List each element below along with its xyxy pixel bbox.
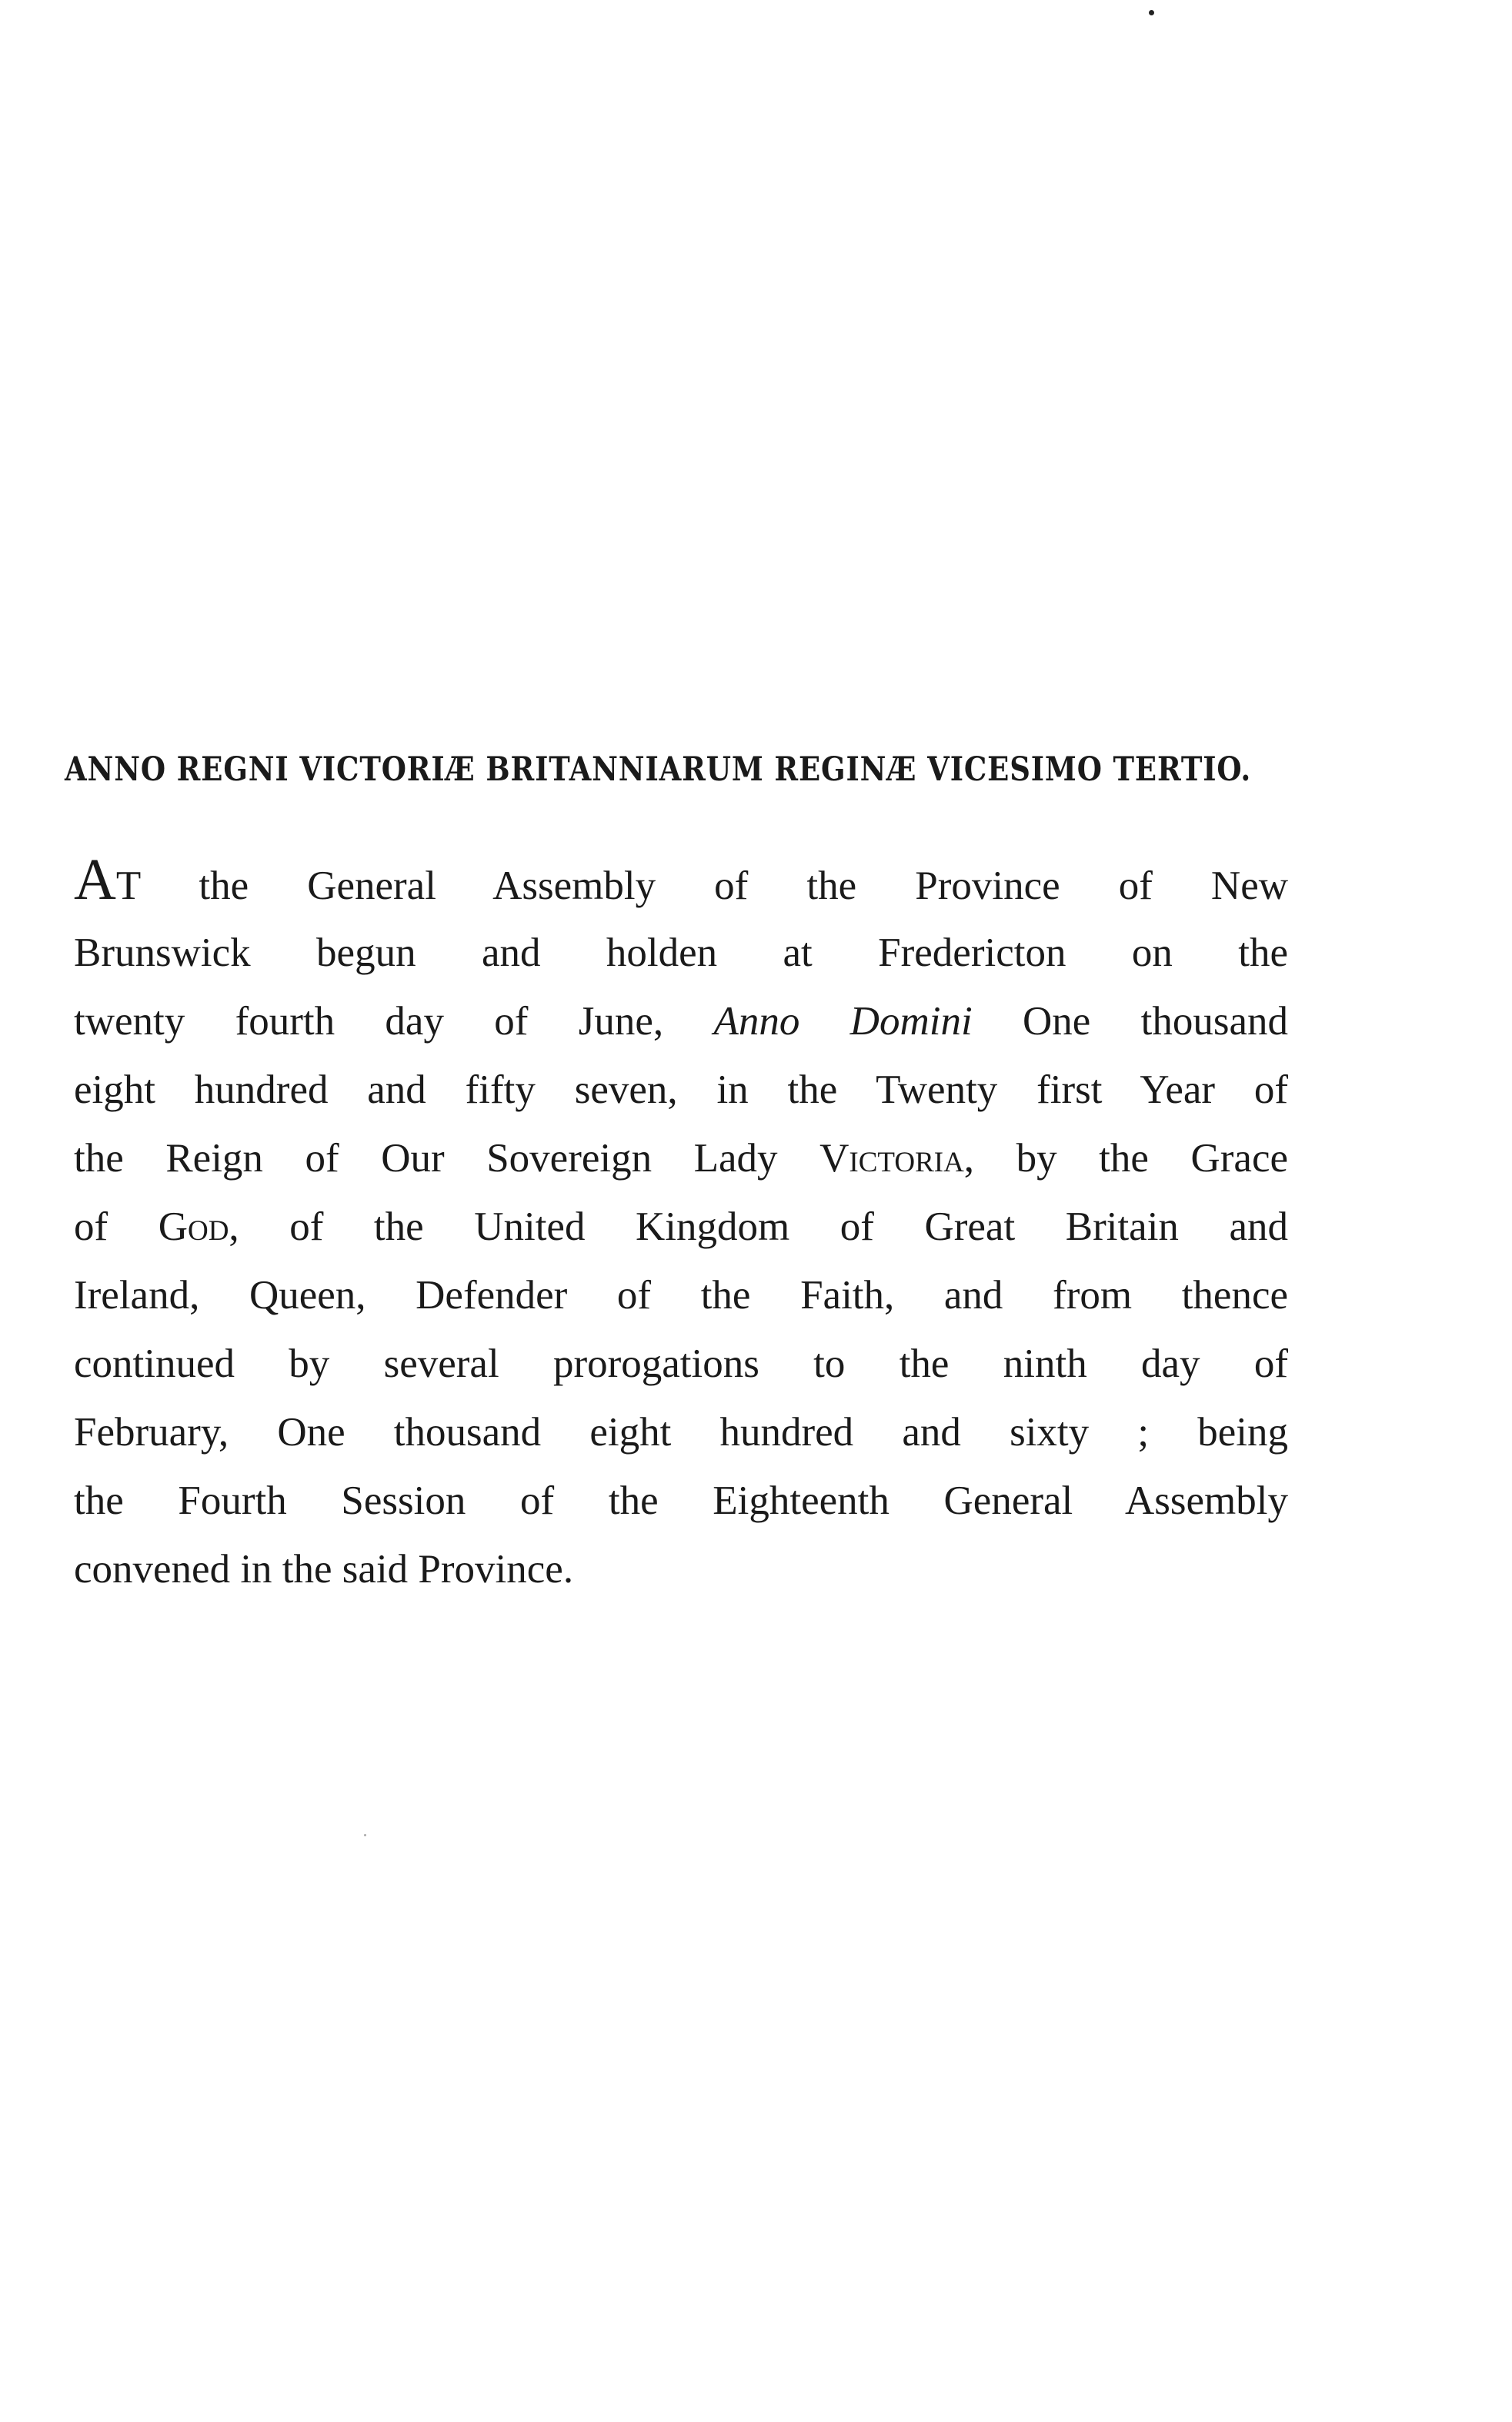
line-text: , of the United Kingdom of Great Britain and: [229, 1204, 1288, 1249]
regnal-year-heading: ANNO REGNI VICTORIÆ BRITANNIARUM REGINÆ VICESIMO TERTIO.: [65, 750, 1252, 789]
ink-speck: [364, 1834, 366, 1836]
line-text: , by the Grace: [963, 1136, 1288, 1181]
paragraph-line-3: [74, 987, 1288, 1056]
paragraph-line-7: Ireland, Queen, Defender of the Faith, and from thence: [74, 1273, 1288, 1318]
paragraph-line-1: [74, 847, 1288, 919]
ink-speck: [1149, 10, 1154, 15]
line-text: T the General Assembly of the Province of New: [115, 864, 1288, 908]
small-caps-name: God: [158, 1204, 229, 1249]
paragraph-line-9: February, One thousand eight hundred and sixty ; being: [74, 1410, 1288, 1455]
line-text: of: [74, 1204, 159, 1249]
paragraph-line-8: continued by several prorogations to the ninth day of: [74, 1341, 1288, 1386]
line-text: twenty fourth day of June,: [74, 999, 714, 1044]
paragraph-line-10: the Fourth Session of the Eighteenth General Assembly: [74, 1478, 1288, 1523]
paragraph-line-5: [74, 1124, 1288, 1193]
line-text: One thousand: [972, 999, 1288, 1044]
italic-phrase: Anno Domini: [713, 999, 973, 1044]
paragraph-line-11: convened in the said Province.: [74, 1547, 574, 1592]
enactment-paragraph: [74, 847, 1288, 1604]
line-text: the Reign of Our Sovereign Lady: [74, 1136, 820, 1181]
small-caps-name: Victoria: [819, 1136, 964, 1181]
paragraph-line-4: eight hundred and fifty seven, in the Twenty first Year of: [74, 1067, 1288, 1112]
paragraph-line-6: [74, 1193, 1288, 1261]
paragraph-line-2: Brunswick begun and holden at Fredericton on the: [74, 930, 1288, 975]
drop-cap: A: [74, 847, 116, 912]
